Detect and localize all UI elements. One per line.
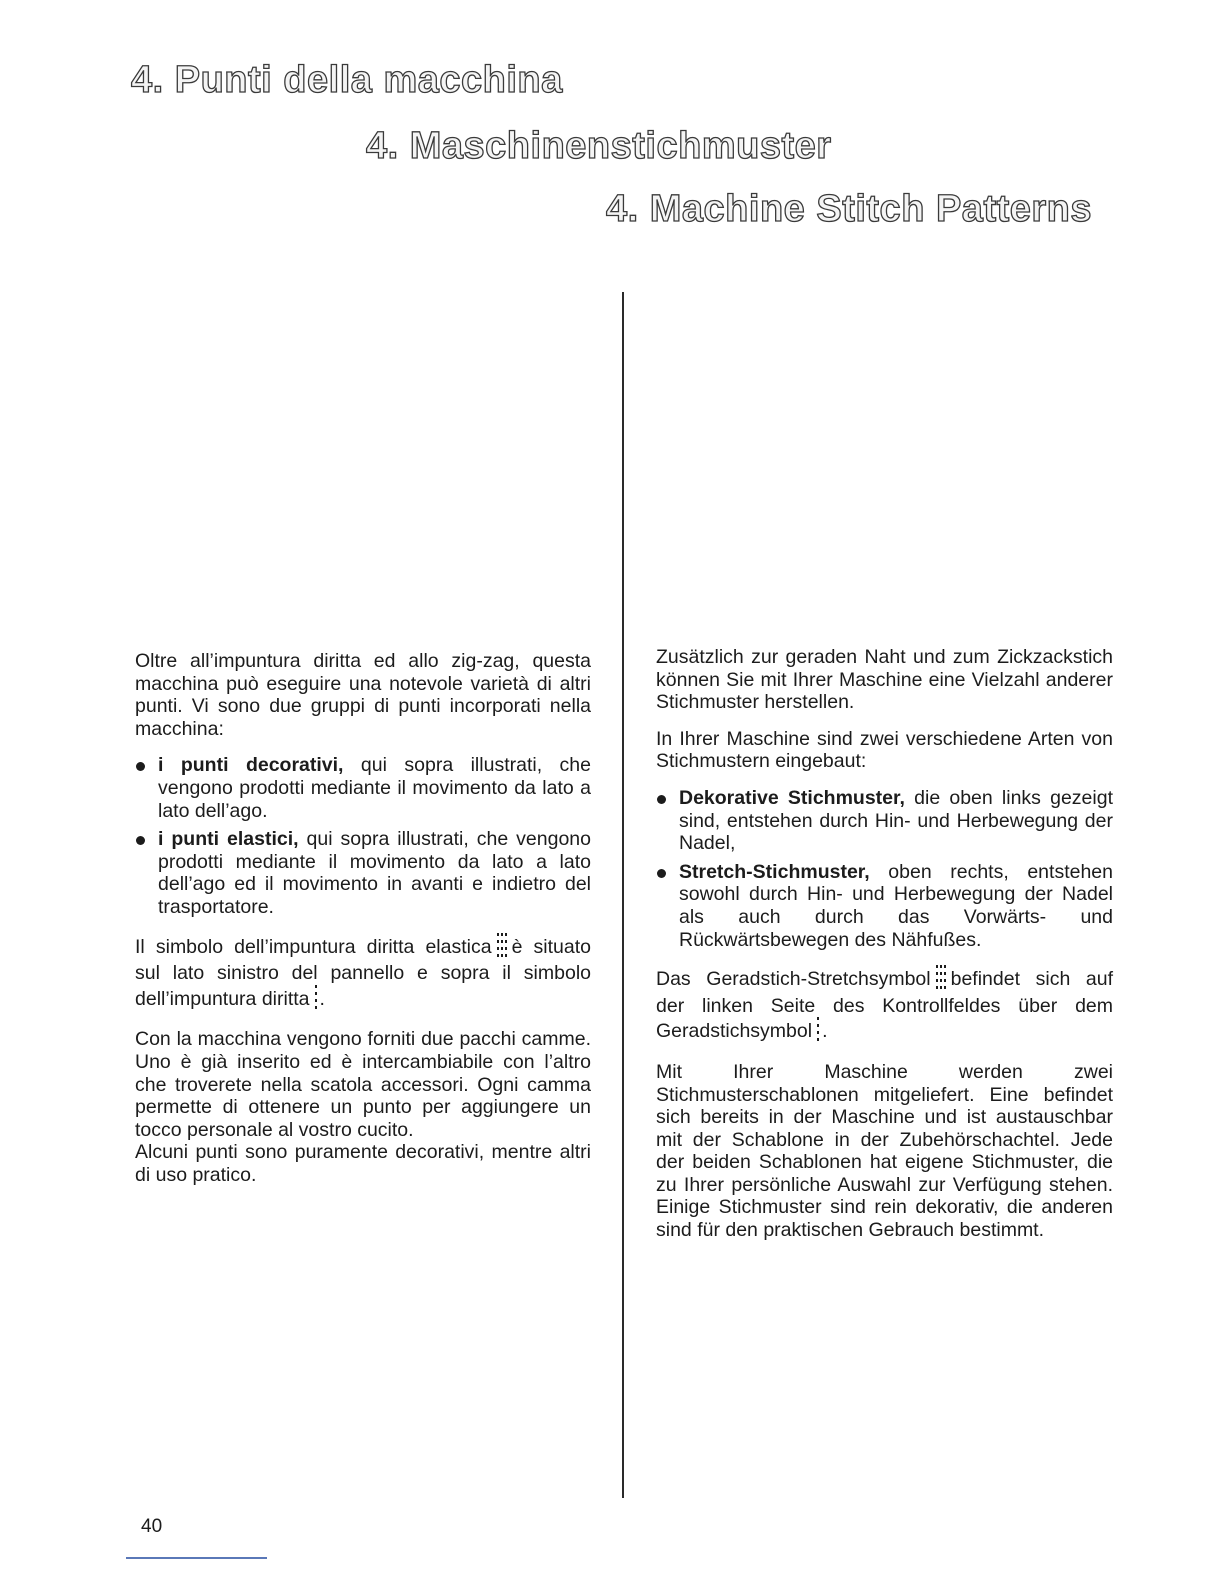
german-intro2: In Ihrer Maschine sind zwei verschiedene Arten von Stichmustern eingebaut: — [656, 727, 1113, 773]
italian-bullet-decorative — [135, 754, 591, 822]
straight-stitch-icon — [817, 1017, 820, 1047]
bullet-icon — [136, 836, 145, 845]
german-bullet-decorative — [656, 787, 1113, 855]
bullet-icon — [657, 869, 666, 878]
italian-bullet-decorative-text: qui sopra illustrati, che vengono prodotti mediante il movimento da lato a lato dell’ago. — [158, 754, 591, 822]
german-bullet-stretch-text: oben rechts, entstehen sowohl durch Hin- und Herbewegung der Nadel als auch durch das Vorwärts- und Rückwärtsbewegen des Nähfußes. — [679, 860, 1113, 951]
italian-bullet-elastic-term: i punti elastici, — [158, 828, 299, 851]
italian-bullet-decorative-term: i punti decorativi, — [158, 754, 344, 777]
italian-column — [135, 650, 591, 1186]
german-templates: Mit Ihrer Maschine werden zwei Stichmusterschablonen mitgeliefert. Eine befindet sich bereits in der Maschine und ist austauschbar mit der Schablone in der Zubehörschachtel. Jede der beiden Schablonen hat eigene Stichmuster, die zu Ihrer persönliche Auswahl zur Verfügung stehen. Einige Stichmuster sind rein dekorativ, die anderen sind für den praktischen Gebrauch bestimmt. — [656, 1060, 1113, 1242]
title-german: 4. Maschinenstichmuster — [366, 125, 832, 167]
italian-bullet-elastic — [135, 828, 591, 918]
german-symbols-part2: befindet sich auf der linken Seite des Kontrollfeldes über dem Geradstichsymbol — [656, 968, 1113, 1043]
bullet-icon — [136, 762, 145, 771]
german-bullet-stretch-term: Stretch-Stichmuster, — [679, 860, 870, 883]
footer-rule — [126, 1557, 267, 1559]
italian-closing: Alcuni punti sono puramente decorativi, mentre altri di uso pratico. — [135, 1141, 591, 1186]
italian-bullet-elastic-text: qui sopra illustrati, che vengono prodotti mediante il movimento da lato a lato dell’ago ed il movimento in avanti e indietro del trasportatore. — [158, 828, 591, 918]
german-symbols-part1: Das Geradstich-Stretchsymbol — [656, 968, 931, 991]
straight-stitch-icon — [315, 985, 318, 1015]
german-symbols — [656, 965, 1113, 1047]
page-number: 40 — [141, 1516, 163, 1537]
italian-symbols-end: . — [319, 987, 325, 1010]
italian-cams: Con la macchina vengono forniti due pacchi camme. Uno è già inserito ed è intercambiabile con l’altro che troverete nella scatola accessori. Ogni camma permette di ottenere un punto per aggiungere un tocco personale al vostro cucito. — [135, 1028, 591, 1141]
title-english: 4. Machine Stitch Patterns — [606, 188, 1093, 230]
german-intro: Zusätzlich zur geraden Naht und zum Zickzackstich können Sie mit Ihrer Maschine eine Vielzahl anderer Stichmuster herstellen. — [656, 646, 1113, 714]
german-symbols-end: . — [822, 1020, 828, 1043]
italian-symbols-part1: Il simbolo dell’impuntura diritta elastica — [135, 935, 492, 958]
stretch-straight-stitch-icon — [497, 933, 507, 963]
german-bullet-decorative-term: Dekorative Stichmuster, — [679, 786, 905, 809]
italian-symbols-part2: è situato sul lato sinistro del pannello e sopra il simbolo dell’impuntura diritta — [135, 935, 591, 1010]
german-bullet-stretch — [656, 861, 1113, 951]
italian-intro: Oltre all’impuntura diritta ed allo zig-zag, questa macchina può eseguire una notevole varietà di altri punti. Vi sono due gruppi di punti incorporati nella macchina: — [135, 650, 591, 740]
german-column — [656, 646, 1113, 1242]
column-divider — [622, 292, 624, 1498]
italian-symbols — [135, 933, 591, 1015]
bullet-icon — [657, 795, 666, 804]
german-bullet-decorative-text: die oben links gezeigt sind, entstehen durch Hin- und Herbewegung der Nadel, — [679, 786, 1113, 855]
title-italian: 4. Punti della macchina — [131, 59, 563, 101]
stretch-straight-stitch-icon — [936, 965, 946, 995]
